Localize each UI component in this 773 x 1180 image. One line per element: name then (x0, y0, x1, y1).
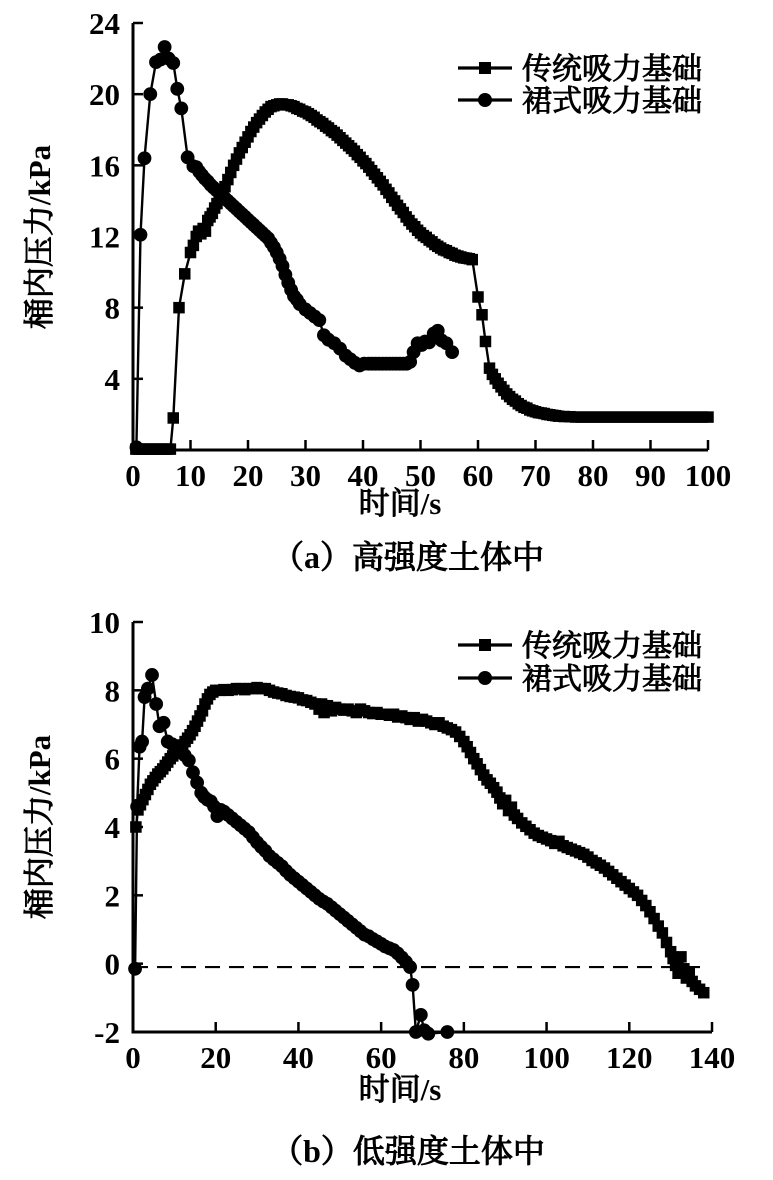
square-marker (702, 411, 714, 423)
y-tick-label: 8 (104, 673, 120, 709)
square-marker (472, 291, 484, 303)
circle-marker (403, 960, 417, 974)
legend (458, 53, 702, 118)
circle-marker (414, 1008, 428, 1022)
x-tick-label: 0 (125, 458, 141, 493)
circle-marker (143, 87, 157, 101)
y-tick-label: 20 (89, 77, 120, 113)
circle-marker (170, 82, 184, 96)
circle-marker (145, 668, 159, 682)
y-tick-label: 0 (104, 946, 120, 982)
circle-marker (182, 753, 196, 767)
legend-item-skirted (458, 85, 702, 118)
series-traditional-suction (130, 682, 709, 999)
circle-marker (406, 978, 420, 992)
series-traditional-suction (130, 98, 714, 455)
square-marker (480, 336, 492, 348)
circle-marker (166, 56, 180, 70)
x-tick-label: 0 (125, 1040, 141, 1075)
x-tick-label: 40 (347, 458, 379, 493)
x-tick-label: 30 (290, 458, 321, 493)
square-marker (179, 268, 191, 280)
x-tick-label: 20 (232, 458, 264, 493)
circle-marker (445, 345, 459, 359)
x-tick-label: 60 (462, 458, 494, 493)
x-tick-label: 80 (577, 458, 609, 493)
square-marker-icon (479, 62, 491, 74)
circle-marker (138, 151, 152, 165)
chart-caption: （b）低强度土体中 (271, 1133, 545, 1169)
circle-marker (312, 313, 326, 327)
y-tick-label: 4 (104, 361, 120, 397)
y-tick-label: 12 (89, 219, 120, 255)
y-tick-label: -2 (94, 1015, 120, 1050)
x-axis-title: 时间/s (358, 1072, 442, 1107)
legend-item-skirted (458, 663, 702, 696)
chart-b (22, 605, 735, 1169)
circle-marker-icon (478, 671, 492, 685)
x-axis-title: 时间/s (358, 486, 442, 521)
square-marker (200, 225, 212, 237)
square-marker (698, 987, 710, 999)
y-tick-label: 8 (104, 290, 120, 326)
x-tick-label: 20 (200, 1040, 232, 1075)
y-tick-label: 24 (89, 6, 120, 41)
x-tick-label: 10 (175, 458, 206, 493)
circle-marker (421, 1027, 435, 1041)
y-axis-title: 桶内压力/kPa (22, 734, 57, 920)
circle-marker (135, 735, 149, 749)
x-tick-label: 140 (688, 1040, 736, 1075)
chart-caption: （a）高强度土体中 (271, 539, 545, 575)
circle-marker (440, 1025, 454, 1039)
legend (458, 630, 702, 696)
circle-marker (130, 440, 144, 454)
circle-marker-icon (478, 93, 492, 107)
circle-marker (141, 682, 155, 696)
circle-marker (157, 716, 171, 730)
x-tick-label: 100 (684, 458, 732, 493)
x-tick-label: 50 (405, 458, 436, 493)
circle-marker (149, 697, 163, 711)
legend-label: 裙式吸力基础 (522, 85, 702, 118)
x-tick-label: 40 (282, 1040, 314, 1075)
legend-label: 传统吸力基础 (522, 53, 702, 86)
y-tick-label: 4 (104, 810, 120, 845)
circle-marker (128, 962, 142, 976)
chart-a (22, 6, 731, 575)
x-tick-label: 100 (523, 1040, 570, 1075)
square-marker (165, 443, 177, 455)
square-marker (675, 951, 687, 963)
y-tick-label: 16 (89, 148, 120, 184)
y-tick-label: 2 (104, 878, 120, 914)
y-axis-title: 桶内压力/kPa (22, 144, 57, 330)
circle-marker (174, 102, 188, 116)
square-marker (173, 302, 185, 314)
x-tick-label: 60 (365, 1040, 397, 1075)
legend-item-traditional (458, 53, 702, 86)
circle-marker (134, 228, 148, 242)
square-marker (168, 412, 180, 424)
y-tick-label: 6 (104, 741, 120, 777)
square-marker-icon (479, 639, 491, 651)
x-tick-label: 70 (520, 458, 551, 493)
x-tick-label: 90 (635, 458, 666, 493)
x-tick-label: 80 (448, 1040, 480, 1075)
square-marker (467, 254, 479, 265)
y-tick-label: 10 (89, 605, 120, 640)
x-tick-label: 120 (606, 1040, 653, 1075)
square-marker (476, 309, 488, 321)
legend-item-traditional (458, 630, 702, 663)
circle-marker (130, 800, 144, 814)
legend-label: 裙式吸力基础 (522, 663, 702, 696)
legend-label: 传统吸力基础 (522, 630, 702, 663)
